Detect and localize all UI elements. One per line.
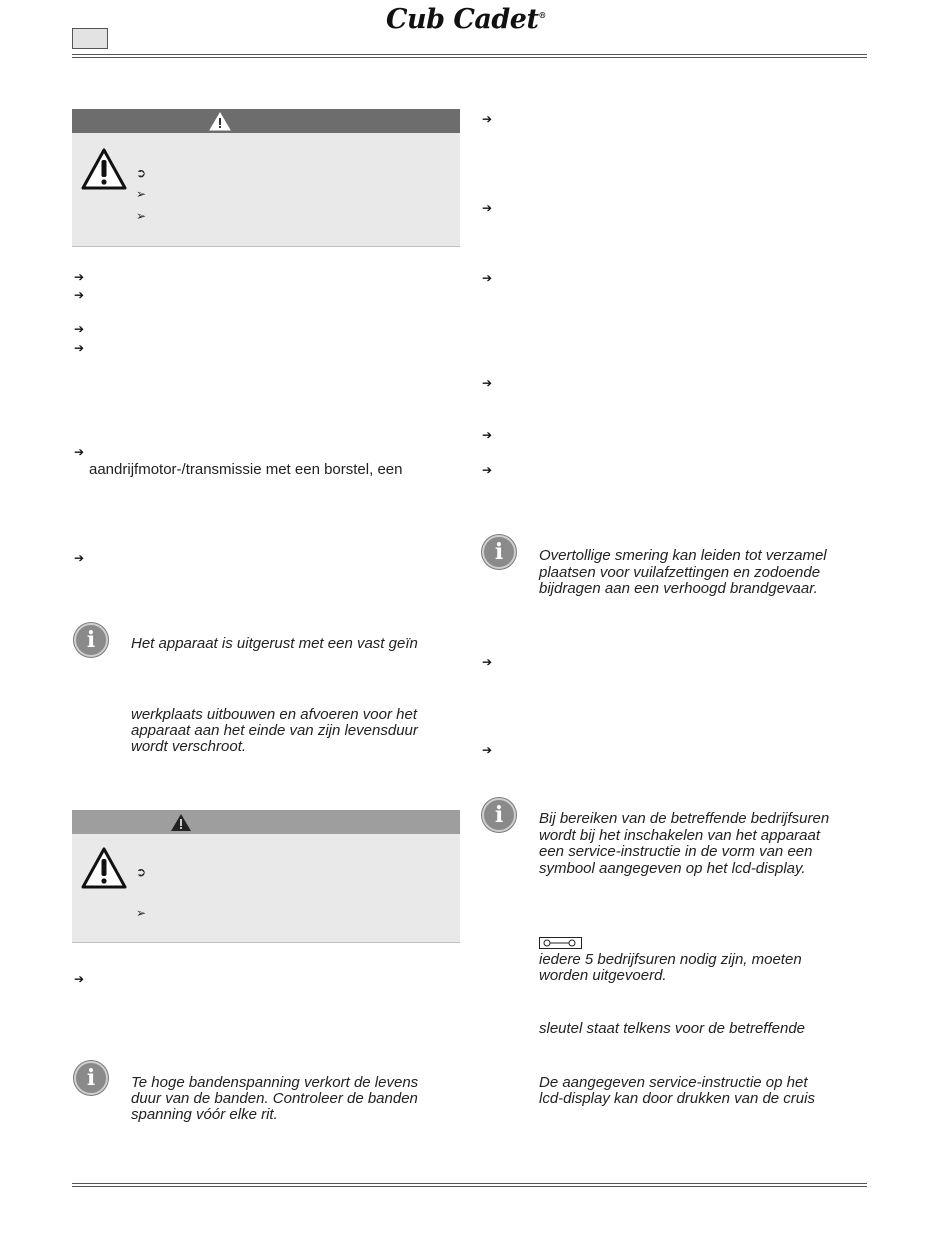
header-rule-1 xyxy=(72,54,867,55)
display-text: De aangegeven service-instructie op het xyxy=(539,1074,808,1091)
info-text: bijdragen aan een verhoogd brandgevaar. xyxy=(539,580,818,597)
info-text: wordt bij het inschakelen van het apparaat xyxy=(539,827,821,844)
warning-panel-1 xyxy=(72,109,460,247)
arrow-bullet: ➔ xyxy=(482,271,493,285)
bullet: ➢ xyxy=(136,209,147,223)
header-rule-2 xyxy=(72,57,867,58)
info-text: symbool aangegeven op het lcd-display. xyxy=(539,860,806,877)
arrow-bullet: ➔ xyxy=(74,322,85,336)
wrench-key-icon xyxy=(539,937,582,949)
arrow-bullet: ➔ xyxy=(482,463,493,477)
bullet: ➢ xyxy=(136,187,147,201)
warning-triangle-icon xyxy=(170,813,192,832)
arrow-bullet: ➔ xyxy=(482,655,493,669)
warning-large-icon xyxy=(80,846,128,890)
arrow-bullet: ➔ xyxy=(482,428,493,442)
info-text: spanning vóór elke rit. xyxy=(131,1106,278,1123)
bullet: ➢ xyxy=(136,906,147,920)
warning-triangle-icon xyxy=(209,112,231,131)
arrow-bullet: ➔ xyxy=(74,445,85,459)
service-text: worden uitgevoerd. xyxy=(539,967,667,984)
cub-cadet-logo: Cub Cadet® xyxy=(386,4,546,35)
arrow-bullet: ➔ xyxy=(482,112,493,126)
footer-rule-2 xyxy=(72,1186,867,1187)
info-text: wordt verschroot. xyxy=(131,738,247,755)
arrow-bullet: ➔ xyxy=(482,743,493,757)
arrow-bullet: ➔ xyxy=(74,270,85,284)
arrow-bullet: ➔ xyxy=(74,972,85,986)
warning-large-icon xyxy=(80,147,128,191)
key-text: sleutel staat telkens voor de betreffende xyxy=(539,1020,806,1037)
warning-panel-2 xyxy=(72,810,460,943)
info-text: Te hoge bandenspanning verkort de levens xyxy=(131,1074,419,1091)
arrow-bullet: ➔ xyxy=(74,551,85,565)
warning-panel-header xyxy=(72,810,460,834)
arrow-bullet: ➔ xyxy=(74,288,85,302)
warning-panel-header xyxy=(72,109,460,133)
info-text: Het apparaat is uitgerust met een vast geïn xyxy=(131,635,418,652)
info-icon: i xyxy=(74,1061,108,1095)
info-icon: i xyxy=(482,798,516,832)
footer-rule-1 xyxy=(72,1183,867,1184)
info-text: Overtollige smering kan leiden tot verzamel xyxy=(539,547,827,564)
drive-text: aandrijfmotor-/transmissie met een borstel, een xyxy=(89,461,403,478)
arrow-bullet: ➔ xyxy=(482,201,493,215)
bullet: ➲ xyxy=(136,166,147,180)
info-text: Bij bereiken van de betreffende bedrijfsuren xyxy=(539,810,830,827)
service-text: iedere 5 bedrijfsuren nodig zijn, moeten xyxy=(539,951,802,968)
bullet: ➲ xyxy=(136,865,147,879)
info-text: apparaat aan het einde van zijn levensduur xyxy=(131,722,418,739)
info-icon: i xyxy=(482,535,516,569)
info-icon: i xyxy=(74,623,108,657)
display-text: lcd-display kan door drukken van de cruis xyxy=(539,1090,815,1107)
arrow-bullet: ➔ xyxy=(482,376,493,390)
arrow-bullet: ➔ xyxy=(74,341,85,355)
info-text: plaatsen voor vuilafzettingen en zodoende xyxy=(539,564,821,581)
info-text: werkplaats uitbouwen en afvoeren voor het xyxy=(131,706,418,723)
page-number-box xyxy=(72,28,108,49)
info-text: duur van de banden. Controleer de banden xyxy=(131,1090,418,1107)
info-text: een service-instructie in de vorm van een xyxy=(539,843,813,860)
